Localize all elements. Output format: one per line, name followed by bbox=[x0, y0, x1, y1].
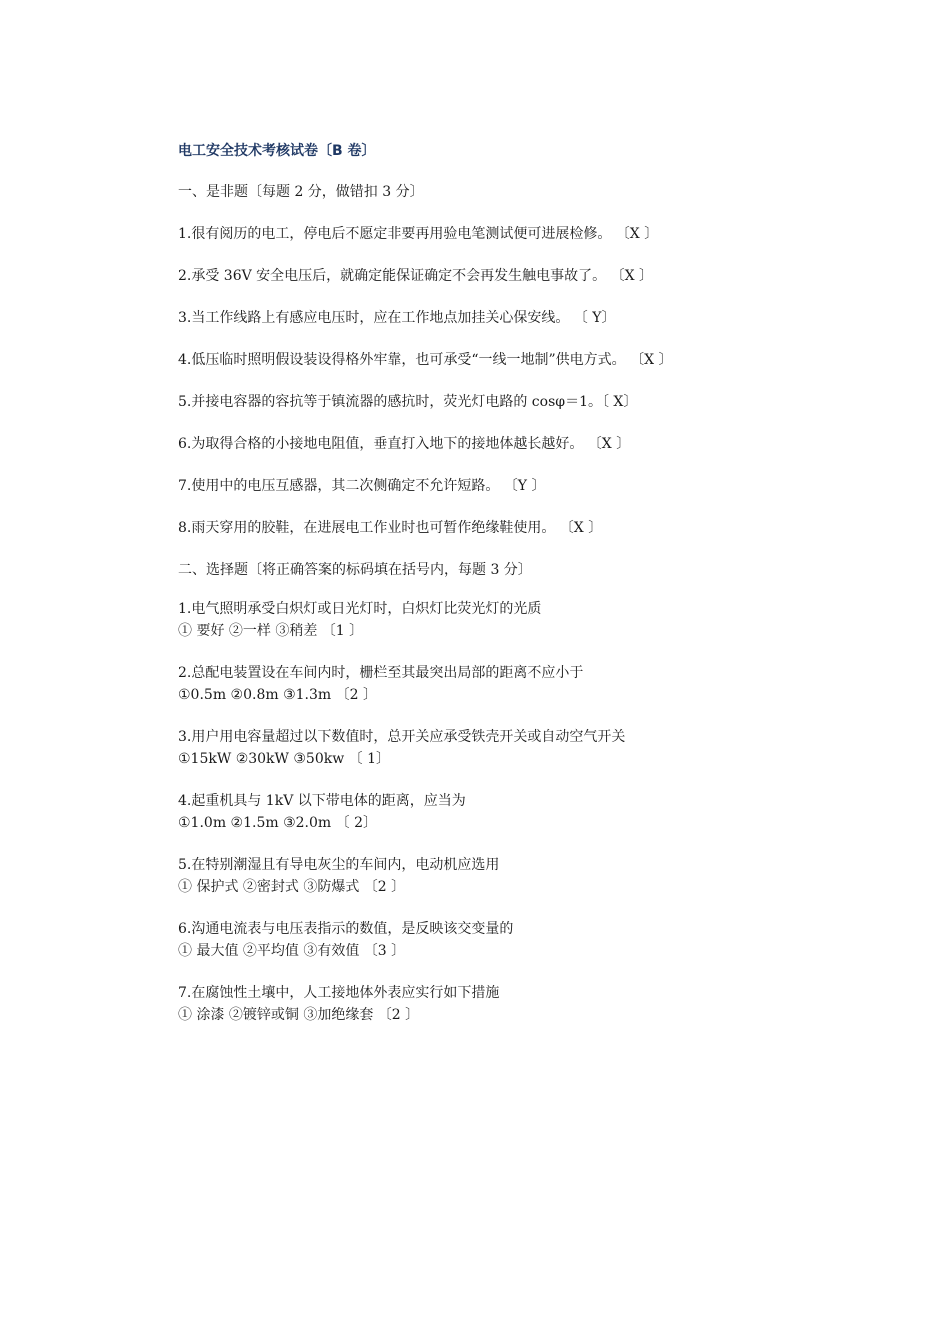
exam-title: 电工安全技术考核试卷〔B 卷〕 bbox=[178, 143, 376, 159]
question-options: ① 保护式 ②密封式 ③防爆式 〔2 〕 bbox=[178, 879, 406, 895]
true-false-question-7: 7.使用中的电压互感器，其二次侧确定不允许短路。 〔Y 〕 bbox=[178, 478, 546, 494]
question-options: ①1.0m ②1.5m ③2.0m 〔 2〕 bbox=[178, 815, 377, 831]
multiple-choice-section bbox=[178, 560, 878, 1026]
question-text: 1.电气照明承受白炽灯或日光灯时，白炽灯比荧光灯的光质 bbox=[178, 601, 542, 617]
question-options: ①15kW ②30kW ③50kw 〔 1〕 bbox=[178, 751, 391, 767]
question-options: ① 最大值 ②平均值 ③有效值 〔3 〕 bbox=[178, 943, 406, 959]
question-text: 3.用户用电容量超过以下数值时，总开关应承受铁壳开关或自动空气开关 bbox=[178, 729, 626, 745]
question-text: 4.起重机具与 1kV 以下带电体的距离，应当为 bbox=[178, 793, 466, 809]
question-text: 7.在腐蚀性土壤中，人工接地体外表应实行如下措施 bbox=[178, 985, 500, 1001]
multiple-choice-question-4 bbox=[178, 790, 878, 834]
true-false-section bbox=[178, 182, 878, 538]
true-false-question-6: 6.为取得合格的小接地电阻值，垂直打入地下的接地体越长越好。 〔X 〕 bbox=[178, 436, 631, 452]
question-options: ①0.5m ②0.8m ③1.3m 〔2 〕 bbox=[178, 687, 377, 703]
true-false-question-3: 3.当工作线路上有感应电压时，应在工作地点加挂关心保安线。 〔 Y〕 bbox=[178, 310, 616, 326]
multiple-choice-heading: 二、选择题〔将正确答案的标码填在括号内，每题 3 分〕 bbox=[178, 562, 532, 578]
true-false-question-5: 5.并接电容器的容抗等于镇流器的感抗时，荧光灯电路的 cosφ＝1。〔 X〕 bbox=[178, 394, 638, 410]
true-false-question-8: 8.雨天穿用的胶鞋，在进展电工作业时也可暂作绝缘鞋使用。 〔X 〕 bbox=[178, 520, 603, 536]
multiple-choice-question-1 bbox=[178, 598, 878, 642]
question-options: ① 涂漆 ②镀锌或铜 ③加绝缘套 〔2 〕 bbox=[178, 1007, 420, 1023]
multiple-choice-question-2 bbox=[178, 662, 878, 706]
true-false-question-4: 4.低压临时照明假设装设得格外牢靠，也可承受“一线一地制”供电方式。 〔X 〕 bbox=[178, 352, 673, 368]
true-false-heading: 一、是非题〔每题 2 分，做错扣 3 分〕 bbox=[178, 184, 424, 200]
exam-page bbox=[178, 140, 878, 1046]
question-text: 2.总配电装置设在车间内时，栅栏至其最突出局部的距离不应小于 bbox=[178, 665, 584, 681]
question-options: ① 要好 ②一样 ③稍差 〔1 〕 bbox=[178, 623, 364, 639]
multiple-choice-question-7 bbox=[178, 982, 878, 1026]
true-false-question-1: 1.很有阅历的电工，停电后不愿定非要再用验电笔测试便可进展检修。 〔X 〕 bbox=[178, 226, 659, 242]
question-text: 5.在特别潮湿且有导电灰尘的车间内，电动机应选用 bbox=[178, 857, 500, 873]
true-false-question-2: 2.承受 36V 安全电压后，就确定能保证确定不会再发生触电事故了。 〔X 〕 bbox=[178, 268, 654, 284]
multiple-choice-question-5 bbox=[178, 854, 878, 898]
multiple-choice-question-3 bbox=[178, 726, 878, 770]
multiple-choice-question-6 bbox=[178, 918, 878, 962]
question-text: 6.沟通电流表与电压表指示的数值，是反映该交变量的 bbox=[178, 921, 514, 937]
